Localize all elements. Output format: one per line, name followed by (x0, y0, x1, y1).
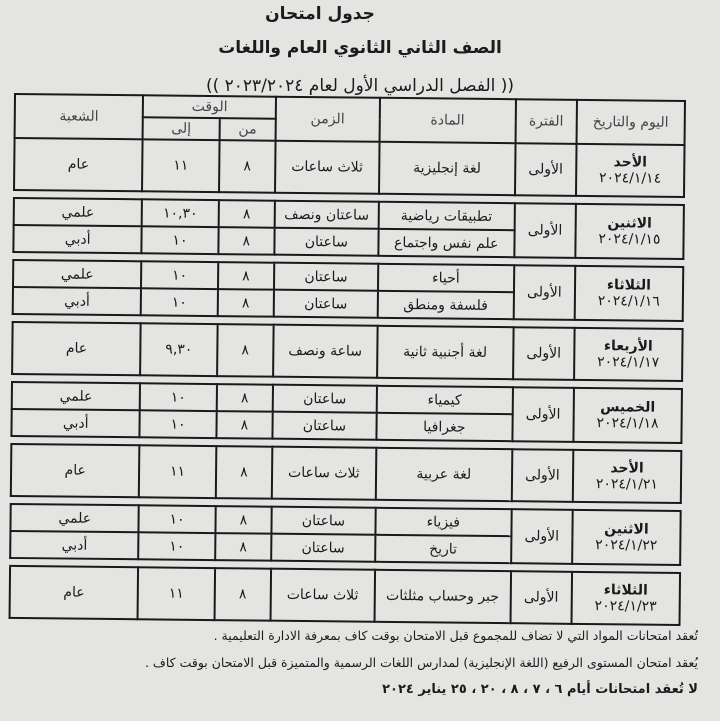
branch-cell: علمي (12, 382, 141, 410)
to-cell: ١١ (139, 445, 216, 498)
duration-cell: ساعتان ونصف (275, 201, 379, 229)
from-cell: ٨ (215, 506, 272, 534)
to-cell: ٩,٣٠ (140, 323, 217, 376)
from-cell: ٨ (219, 140, 276, 193)
day-cell (573, 450, 682, 503)
from-cell: ٨ (218, 200, 275, 228)
to-cell: ١٠,٣٠ (142, 199, 219, 227)
duration-cell: ثلاث ساعات (275, 141, 379, 194)
day-date: ٢٠٢٤/١/٢٢ (595, 537, 658, 554)
day-cell (571, 572, 680, 625)
period-cell: الأولى (514, 203, 576, 258)
day-name: الأربعاء (603, 338, 653, 355)
to-cell: ١٠ (139, 532, 216, 560)
day-name: الثلاثاء (603, 582, 648, 599)
grade-title: الصف الثاني الثانوي العام واللغات (218, 38, 502, 58)
schedule-table (9, 93, 686, 626)
from-cell: ٨ (214, 568, 271, 621)
subject-cell: تطبيقات رياضية (378, 202, 515, 230)
table-row (12, 322, 683, 381)
day-name: الأحد (613, 154, 648, 171)
to-cell: ١٠ (141, 288, 218, 316)
branch-cell: أدبي (11, 409, 140, 437)
day-date: ٢٠٢٤/١/٢٣ (594, 598, 657, 615)
period-cell: الأولى (512, 387, 574, 442)
header-branch: الشعبة (15, 94, 144, 139)
schedule-body (10, 138, 685, 625)
period-cell: الأولى (514, 265, 576, 320)
duration-cell: ساعتان (272, 507, 376, 535)
branch-cell: عام (12, 322, 141, 375)
note-item: لا تُعقد امتحانات أيام ٦ ، ٧ ، ٨ ، ٢٠ ، ٢٥ يناير ٢٠٢٤ (382, 682, 698, 697)
branch-cell: عام (11, 444, 140, 497)
day-date: ٢٠٢٤/١/٢١ (595, 476, 659, 493)
branch-cell: أدبي (13, 225, 142, 253)
period-cell: الأولى (510, 571, 571, 624)
to-cell: ١٠ (140, 383, 217, 411)
duration-cell: ساعتان (273, 412, 377, 440)
subject-cell: جبر وحساب مثلثات (374, 570, 511, 623)
from-cell: ٨ (215, 533, 272, 561)
branch-cell: أدبي (10, 531, 139, 559)
duration-cell: ساعتان (274, 290, 378, 318)
from-cell: ٨ (216, 384, 273, 412)
from-cell: ٨ (215, 446, 272, 499)
subject-cell: لغة أجنبية ثانية (377, 326, 514, 379)
branch-cell: أدبي (13, 287, 142, 315)
header-to: إلى (143, 117, 220, 140)
to-cell: ١٠ (140, 410, 217, 438)
from-cell: ٨ (217, 289, 274, 317)
header-from: من (219, 118, 276, 141)
duration-cell: ساعتان (271, 534, 375, 562)
subject-cell: علم نفس واجتماع (378, 229, 515, 257)
day-cell (573, 388, 682, 443)
day-cell (575, 266, 684, 321)
page-title: جدول امتحان (265, 4, 375, 24)
day-name: الاثنين (607, 215, 652, 232)
period-cell: الأولى (511, 509, 573, 564)
from-cell: ٨ (216, 411, 273, 439)
term-title: (( الفصل الدراسي الأول لعام ٢٠٢٣/٢٠٢٤ )) (205, 76, 515, 96)
period-cell: الأولى (513, 327, 574, 380)
to-cell: ١٠ (142, 226, 219, 254)
subject-cell: جغرافيا (376, 413, 513, 441)
duration-cell: ساعتان (273, 385, 377, 413)
from-cell: ٨ (217, 324, 274, 377)
table-row (14, 138, 685, 197)
branch-cell: عام (10, 566, 139, 619)
duration-cell: ساعة ونصف (273, 325, 377, 378)
subject-cell: لغة إنجليزية (379, 142, 516, 195)
day-name: الاثنين (604, 521, 649, 538)
branch-cell: علمي (10, 504, 139, 532)
branch-cell: علمي (13, 260, 142, 288)
duration-cell: ساعتان (274, 263, 378, 291)
subject-cell: فيزياء (375, 508, 512, 536)
subject-cell: أحياء (378, 264, 515, 292)
period-cell: الأولى (515, 143, 576, 196)
branch-cell: علمي (14, 198, 143, 226)
day-cell (572, 510, 681, 565)
day-date: ٢٠٢٤/١/١٥ (598, 231, 661, 248)
note-item: تُعقد امتحانات المواد التي لا تضاف للمجموع قبل الامتحان بوقت كاف بمعرفة الادارة التعليمية . (213, 628, 698, 643)
to-cell: ١١ (142, 139, 219, 192)
header-time: الوقت (143, 95, 276, 118)
to-cell: ١١ (138, 567, 215, 620)
to-cell: ١٠ (141, 261, 218, 289)
subject-cell: فلسفة ومنطق (377, 291, 514, 319)
day-date: ٢٠٢٤/١/١٤ (598, 170, 662, 187)
table-row (11, 444, 682, 503)
day-cell (574, 328, 683, 381)
from-cell: ٨ (218, 262, 275, 290)
subject-cell: تاريخ (375, 535, 512, 563)
table-row (10, 566, 681, 625)
day-cell (576, 144, 685, 197)
subject-cell: لغة عربية (375, 448, 512, 501)
branch-cell: عام (14, 138, 143, 191)
day-name: الأحد (610, 460, 644, 477)
header-period: الفترة (515, 99, 576, 144)
header-duration: الزمن (276, 97, 380, 142)
duration-cell: ثلاث ساعات (271, 569, 375, 622)
duration-cell: ساعتان (274, 228, 378, 256)
note-item: يُعقد امتحان المستوى الرفيع (اللغة الإنجليزية) لمدارس اللغات الرسمية والمتميزة قبل الامتحان بوقت كاف . (144, 655, 698, 670)
subject-cell: كيمياء (376, 386, 513, 414)
header-day: اليوم والتاريخ (576, 100, 685, 145)
header-subject: المادة (379, 98, 516, 143)
day-name: الخميس (600, 399, 656, 416)
period-cell: الأولى (512, 449, 573, 502)
day-date: ٢٠٢٤/١/١٦ (597, 293, 660, 310)
duration-cell: ثلاث ساعات (272, 447, 376, 500)
to-cell: ١٠ (139, 505, 216, 533)
day-date: ٢٠٢٤/١/١٨ (596, 415, 659, 432)
day-name: الثلاثاء (606, 277, 652, 294)
notes (38, 628, 698, 709)
from-cell: ٨ (218, 227, 275, 255)
day-cell (575, 204, 684, 259)
day-date: ٢٠٢٤/١/١٧ (597, 354, 660, 371)
